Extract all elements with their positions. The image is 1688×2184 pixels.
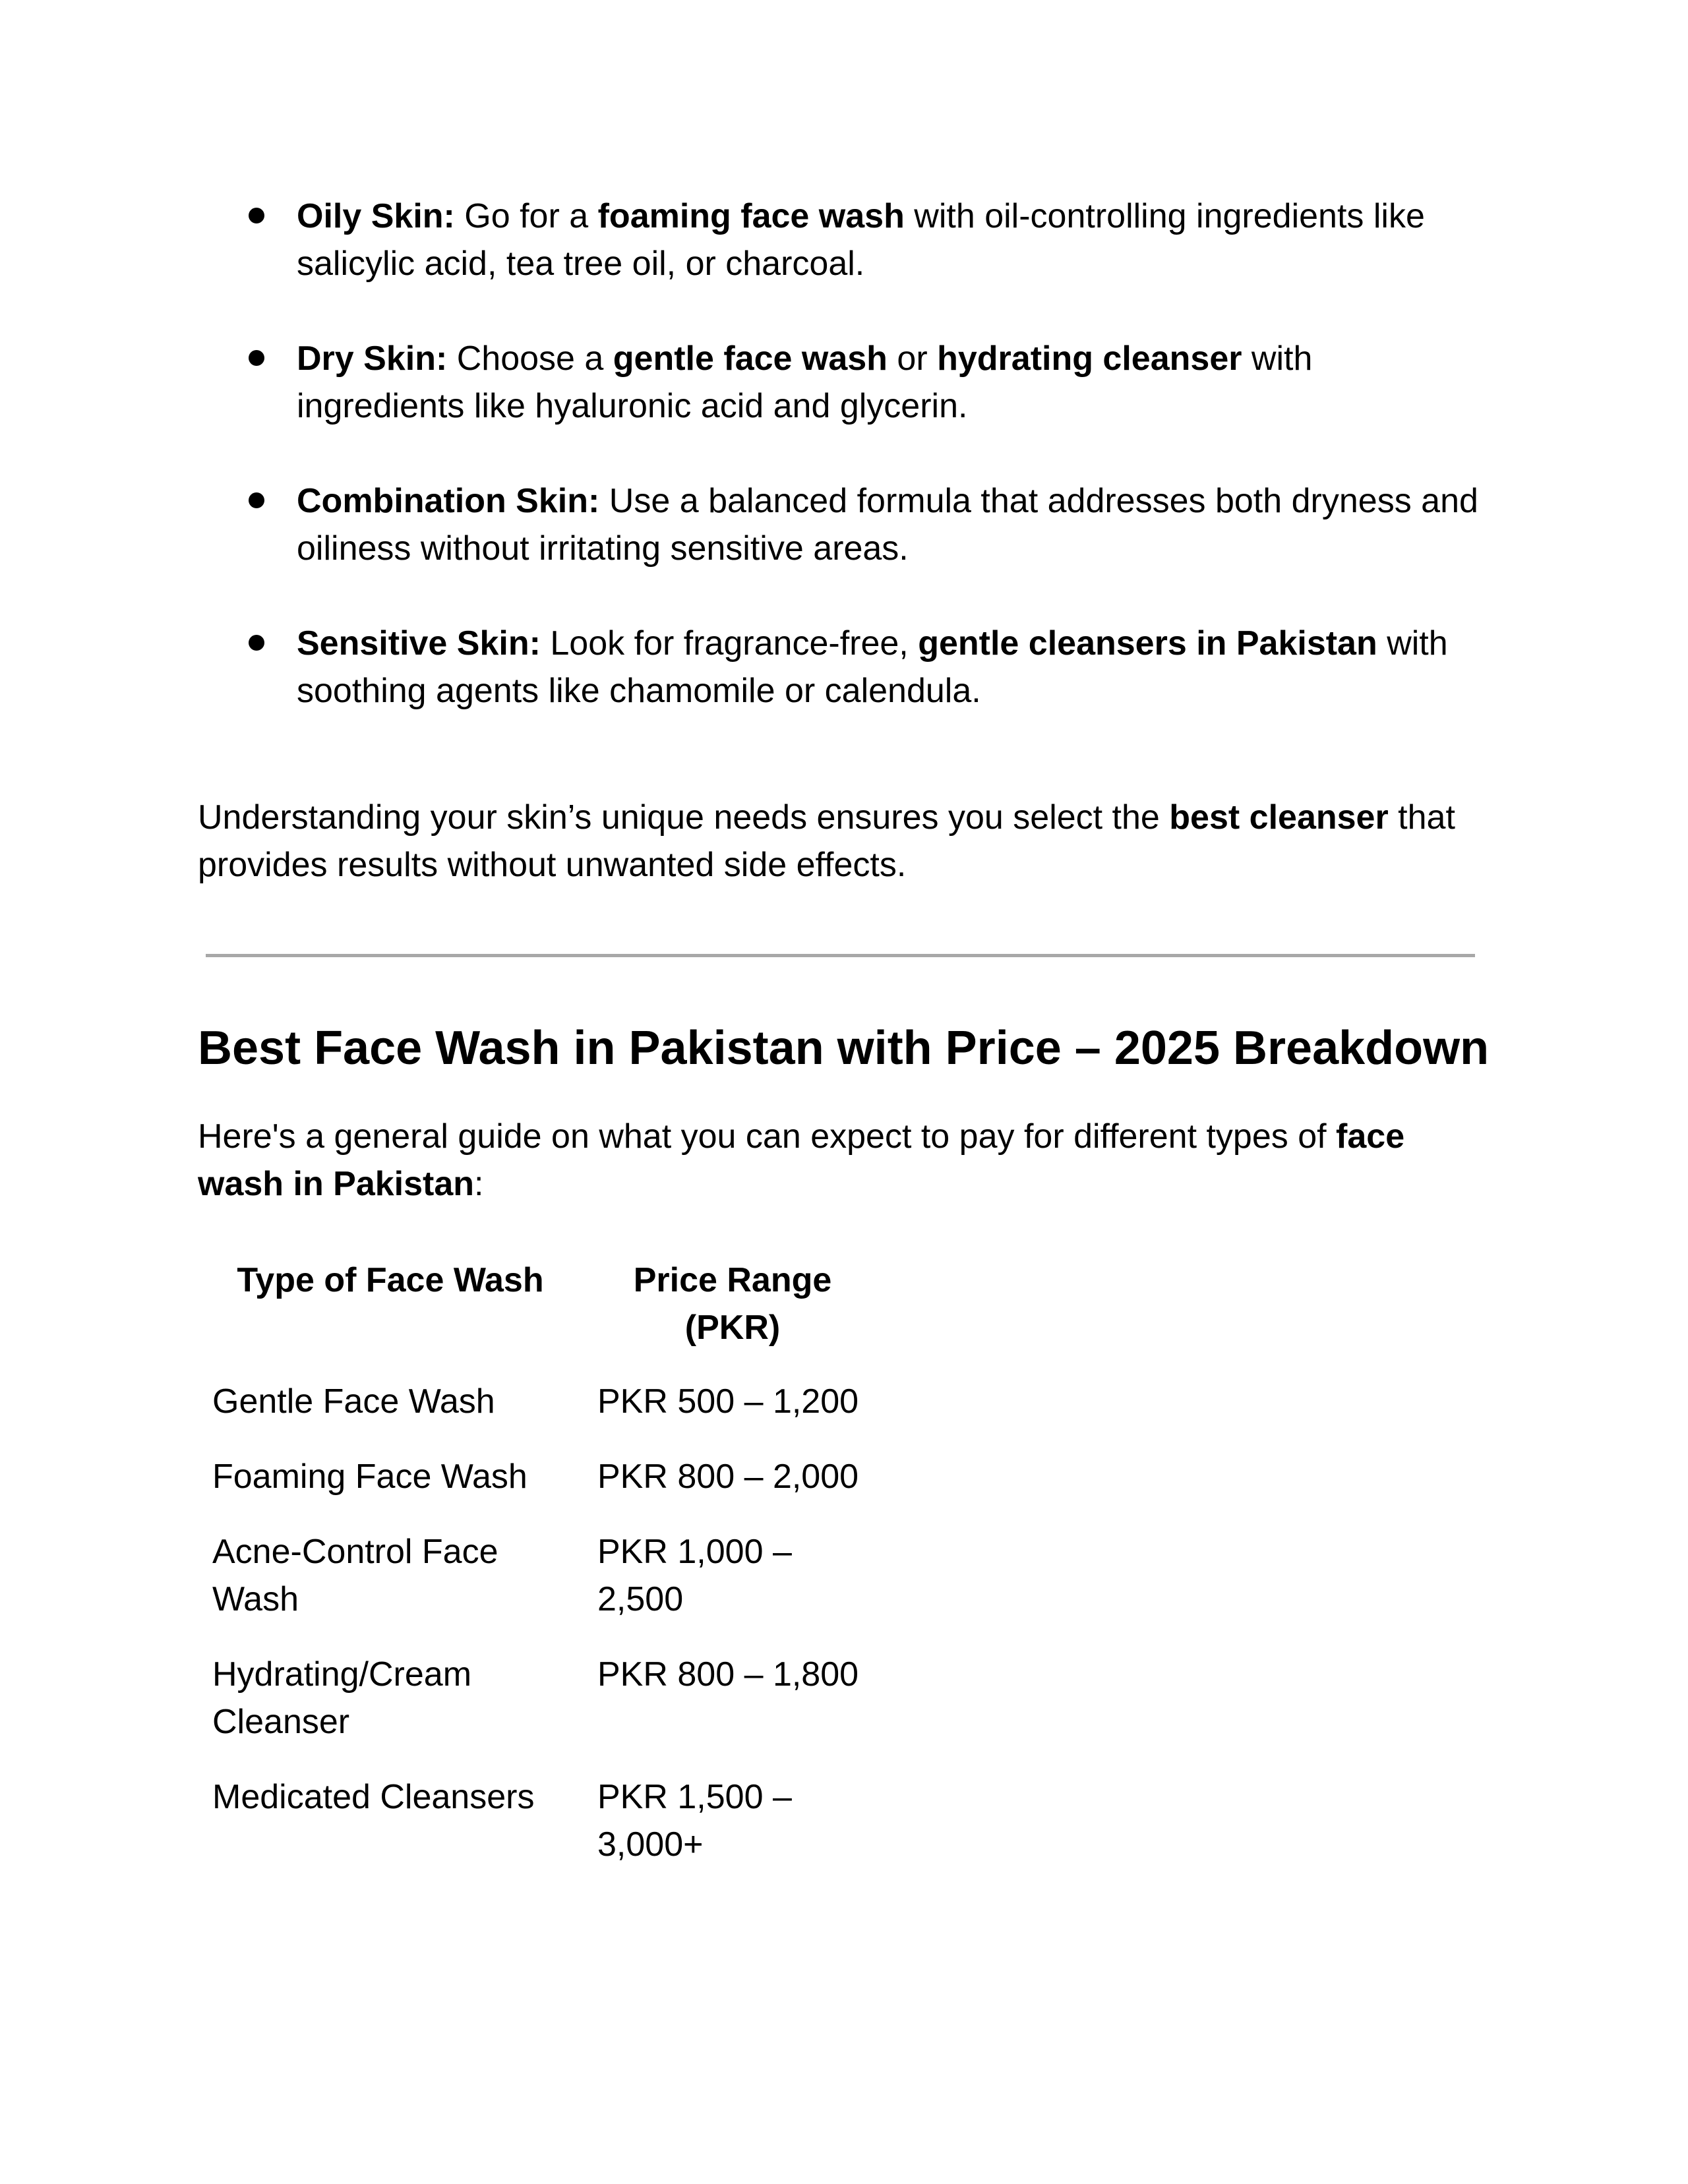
cell-price: PKR 1,000 – 2,500 <box>597 1533 792 1618</box>
bullet-icon <box>249 635 264 651</box>
bullet-icon <box>249 208 264 223</box>
bullet-emphasis: gentle cleansers in Pakistan <box>918 624 1377 663</box>
cell-type: Medicated Cleansers <box>212 1778 535 1816</box>
horizontal-divider <box>206 954 1475 957</box>
list-item <box>198 335 1484 430</box>
paragraph-text: : <box>474 1165 484 1203</box>
bullet-term: Sensitive Skin: <box>297 624 541 663</box>
intro-paragraph <box>198 1113 1490 1208</box>
cell-type: Foaming Face Wash <box>212 1458 528 1496</box>
bullet-text: with soothing agents like chamomile or calendula. <box>297 624 1448 710</box>
table-row <box>198 1378 882 1453</box>
cell-type: Hydrating/Cream Cleanser <box>212 1655 472 1741</box>
column-header-price: Price Range (PKR) <box>633 1261 832 1347</box>
cell-price: PKR 800 – 2,000 <box>597 1458 859 1496</box>
paragraph-text: that provides results without unwanted side effects. <box>198 798 1455 884</box>
paragraph-emphasis: best cleanser <box>1169 798 1389 837</box>
cell-price: PKR 800 – 1,800 <box>597 1655 859 1694</box>
bullet-text: Choose a <box>447 339 613 378</box>
column-header-type: Type of Face Wash <box>237 1261 544 1299</box>
bullet-text: or <box>887 339 938 378</box>
bullet-text: with ingredients like hyaluronic acid and glycerin. <box>297 339 1313 425</box>
cell-type: Gentle Face Wash <box>212 1382 495 1421</box>
paragraph-text: Here's a general guide on what you can expect to pay for different types of <box>198 1117 1337 1156</box>
table-row <box>198 1651 882 1773</box>
skin-type-list <box>198 192 1484 715</box>
bullet-text: Use a balanced formula that addresses both dryness and oiliness without irritating sensitive areas. <box>297 482 1478 568</box>
cell-price: PKR 500 – 1,200 <box>597 1382 859 1421</box>
paragraph-text: Understanding your skin’s unique needs ensures you select the <box>198 798 1170 837</box>
table-row <box>198 1453 882 1528</box>
list-item <box>198 192 1484 287</box>
bullet-term: Dry Skin: <box>297 339 448 378</box>
bullet-icon <box>249 492 264 508</box>
section-heading: Best Face Wash in Pakistan with Price – 2025 Breakdown <box>198 1022 1490 1075</box>
bullet-emphasis: gentle face wash <box>613 339 888 378</box>
bullet-emphasis: foaming face wash <box>597 197 905 235</box>
paragraph-emphasis: face wash in Pakistan <box>198 1117 1405 1203</box>
bullet-emphasis: hydrating cleanser <box>937 339 1242 378</box>
cell-type: Acne-Control Face Wash <box>212 1533 498 1618</box>
bullet-text: Look for fragrance-free, <box>540 624 919 663</box>
bullet-icon <box>249 350 264 366</box>
list-item <box>198 620 1484 715</box>
understanding-paragraph <box>198 794 1490 889</box>
bullet-term: Combination Skin: <box>297 482 600 520</box>
table-header-row <box>198 1249 882 1378</box>
bullet-term: Oily Skin: <box>297 197 455 235</box>
bullet-text: Go for a <box>454 197 598 235</box>
table-row <box>198 1528 882 1651</box>
price-table <box>198 1249 882 1896</box>
bullet-text: with oil-controlling ingredients like salicylic acid, tea tree oil, or charcoal. <box>297 197 1425 283</box>
list-item <box>198 477 1484 572</box>
table-row <box>198 1773 882 1896</box>
cell-price: PKR 1,500 – 3,000+ <box>597 1778 792 1864</box>
